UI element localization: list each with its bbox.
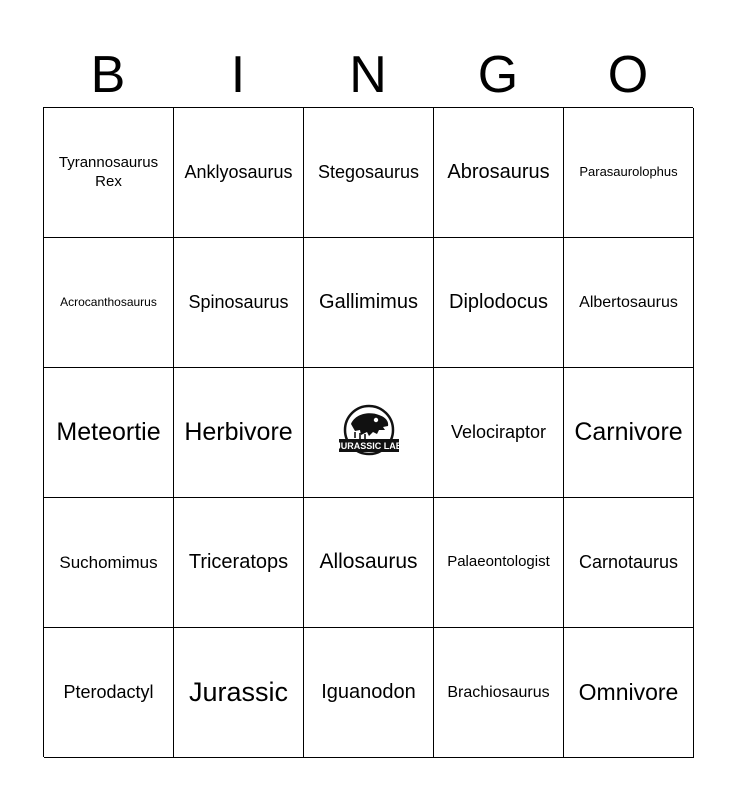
- bingo-cell[interactable]: Meteortie: [44, 368, 174, 498]
- bingo-cell[interactable]: Pterodactyl: [44, 628, 174, 758]
- bingo-cell[interactable]: Herbivore: [174, 368, 304, 498]
- free-space-cell[interactable]: [304, 368, 434, 498]
- logo-text: JURASSIC LAB: [335, 440, 402, 451]
- bingo-cell[interactable]: Suchomimus: [44, 498, 174, 628]
- bingo-cell[interactable]: Tyrannosaurus Rex: [44, 108, 174, 238]
- bingo-cell[interactable]: Brachiosaurus: [434, 628, 564, 758]
- bingo-cell[interactable]: Velociraptor: [434, 368, 564, 498]
- header-letter-b: B: [90, 46, 126, 104]
- jurassic-lab-logo-icon: [333, 402, 405, 464]
- bingo-cell[interactable]: Jurassic: [174, 628, 304, 758]
- bingo-cell[interactable]: Iguanodon: [304, 628, 434, 758]
- header-letter-n: N: [349, 46, 387, 104]
- header-letter-g: G: [477, 46, 519, 104]
- bingo-cell[interactable]: Triceratops: [174, 498, 304, 628]
- bingo-board: [43, 107, 693, 757]
- bingo-cell[interactable]: Abrosaurus: [434, 108, 564, 238]
- bingo-cell[interactable]: Allosaurus: [304, 498, 434, 628]
- bingo-cell[interactable]: Gallimimus: [304, 238, 434, 368]
- bingo-cell[interactable]: Omnivore: [564, 628, 694, 758]
- bingo-cell[interactable]: Carnotaurus: [564, 498, 694, 628]
- header-letter-i: I: [230, 46, 246, 104]
- bingo-cell[interactable]: Stegosaurus: [304, 108, 434, 238]
- bingo-cell[interactable]: Anklyosaurus: [174, 108, 304, 238]
- bingo-cell[interactable]: Carnivore: [564, 368, 694, 498]
- bingo-header: [43, 44, 693, 106]
- bingo-cell[interactable]: Albertosaurus: [564, 238, 694, 368]
- bingo-cell[interactable]: Palaeontologist: [434, 498, 564, 628]
- bingo-cell[interactable]: Parasaurolophus: [564, 108, 694, 238]
- bingo-cell[interactable]: Spinosaurus: [174, 238, 304, 368]
- bingo-cell[interactable]: Diplodocus: [434, 238, 564, 368]
- header-letter-o: O: [607, 46, 649, 104]
- bingo-cell[interactable]: Acrocanthosaurus: [44, 238, 174, 368]
